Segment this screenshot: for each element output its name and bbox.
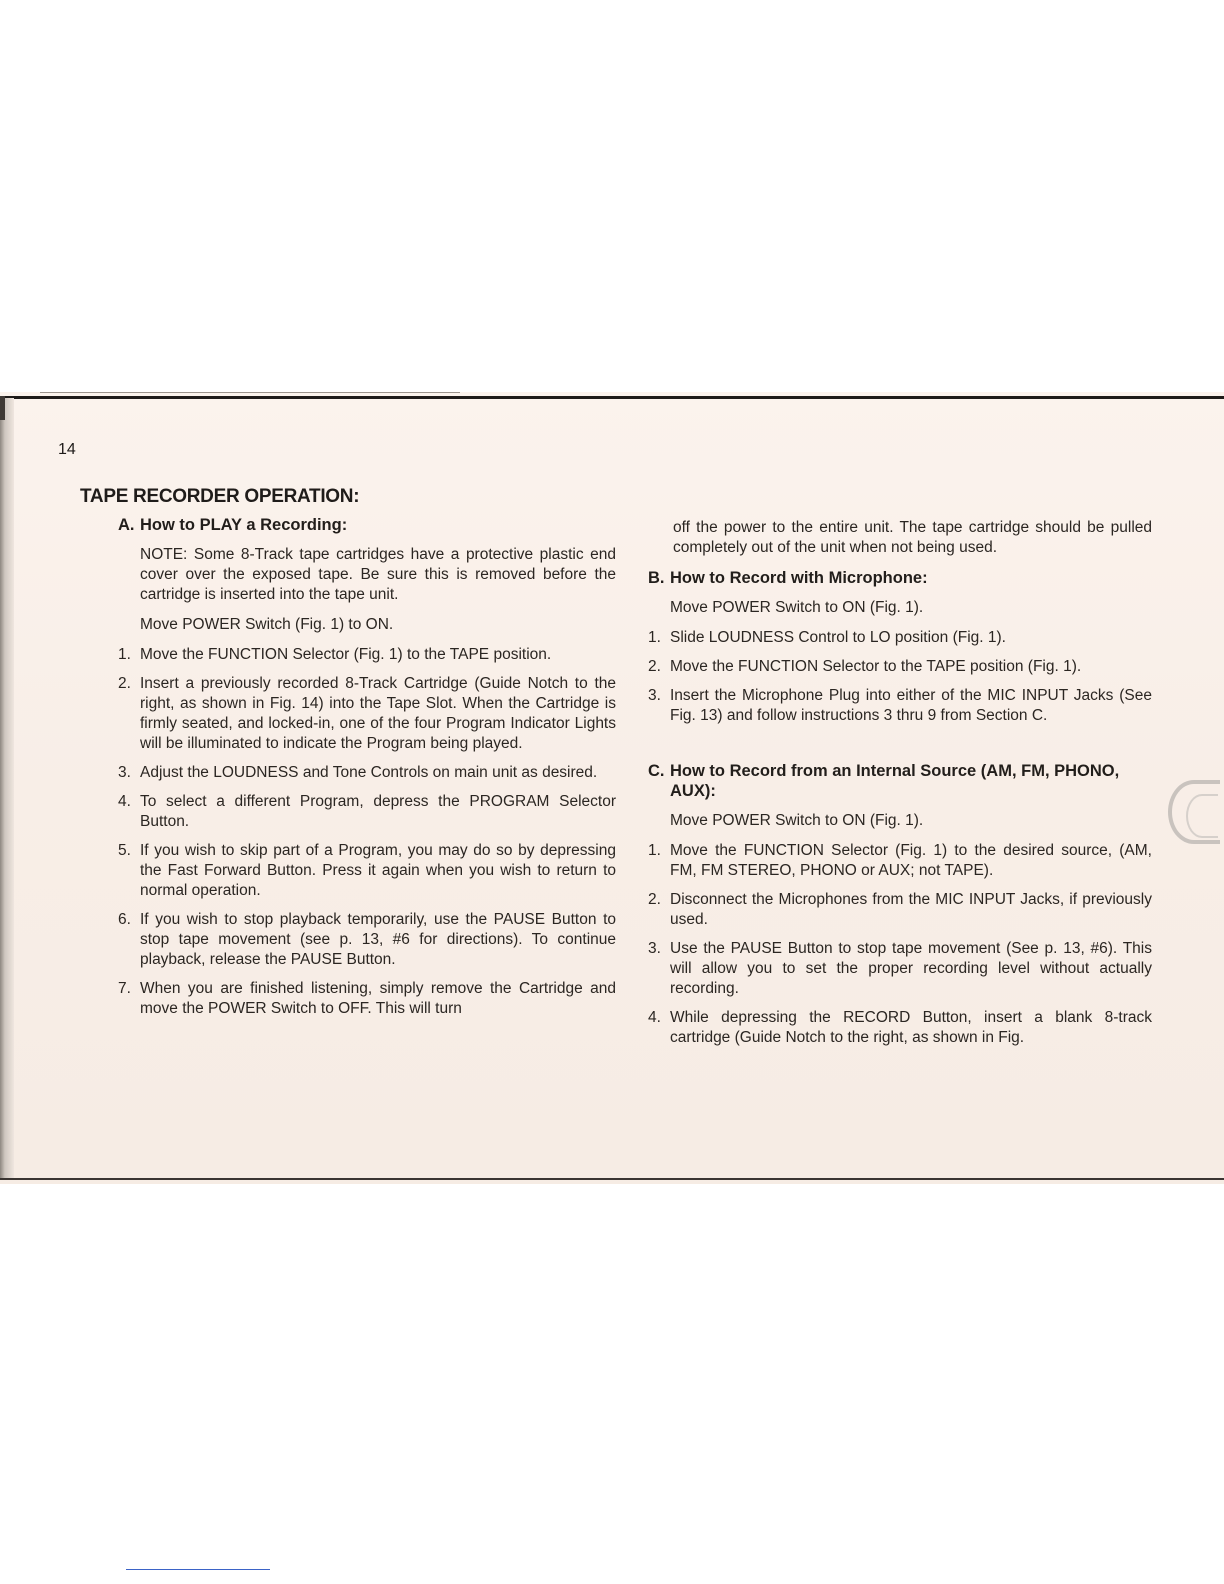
step-number: 6. xyxy=(118,911,131,928)
top-divider-light xyxy=(40,392,460,393)
step-text: Slide LOUDNESS Control to LO position (Fig. 1). xyxy=(670,629,1006,646)
section-a-note: NOTE: Some 8-Track tape cartridges have a protective plastic end cover over the exposed tape. Be sure this is removed before the cartridge is inserted into the tape unit. xyxy=(140,546,616,603)
top-divider xyxy=(0,396,1224,399)
step-text: Use the PAUSE Button to stop tape movement (See p. 13, #6). This will allow you to set the proper recording level without actually recording. xyxy=(670,940,1152,997)
section-b-step xyxy=(648,628,1152,648)
step-number: 1. xyxy=(118,646,131,663)
section-a-heading xyxy=(118,515,616,535)
section-b-heading xyxy=(648,568,1152,588)
step-number: 2. xyxy=(648,891,661,908)
step-text: If you wish to stop playback temporarily, use the PAUSE Button to stop tape movement (see p. 13, #6 for directions). To continue playback, release the PAUSE Button. xyxy=(140,911,616,968)
section-a-step xyxy=(118,792,616,832)
section-c-step xyxy=(648,890,1152,930)
step-number: 1. xyxy=(648,842,661,859)
step-number: 5. xyxy=(118,842,131,859)
section-a-continuation: off the power to the entire unit. The tape cartridge should be pulled completely out of the unit when not being used. xyxy=(673,519,1152,556)
step-number: 3. xyxy=(118,764,131,781)
section-a-step xyxy=(118,979,616,1019)
section-a-step xyxy=(118,910,616,970)
step-text: Adjust the LOUDNESS and Tone Controls on main unit as desired. xyxy=(140,764,598,781)
section-a-letter: A. xyxy=(118,516,135,534)
step-text: Move the FUNCTION Selector to the TAPE position (Fig. 1). xyxy=(670,658,1082,675)
step-number: 3. xyxy=(648,940,661,957)
section-a-step xyxy=(118,841,616,901)
step-number: 4. xyxy=(648,1009,661,1026)
step-number: 7. xyxy=(118,980,131,997)
binding-edge xyxy=(0,398,14,1178)
step-text: To select a different Program, depress the PROGRAM Selector Button. xyxy=(140,793,616,830)
section-c-title: How to Record from an Internal Source (AM, FM, PHONO, AUX): xyxy=(670,762,1120,800)
step-text: Insert the Microphone Plug into either of the MIC INPUT Jacks (See Fig. 13) and follow instructions 3 thru 9 from Section C. xyxy=(670,687,1152,724)
section-a-step xyxy=(118,645,616,665)
section-b-step xyxy=(648,657,1152,677)
section-c-letter: C. xyxy=(648,762,665,780)
spacer xyxy=(648,735,1152,761)
bottom-divider xyxy=(0,1178,1224,1180)
step-text: Insert a previously recorded 8-Track Cartridge (Guide Notch to the right, as shown in Fig. 14) into the Tape Slot. When the Cartridge is firmly seated, and locked-in, one of the four Program Indicator Lights will be illuminated to indicate the Program being played. xyxy=(140,675,616,752)
step-text: If you wish to skip part of a Program, you may do so by depressing the Fast Forward Button. Press it again when you wish to return to normal operation. xyxy=(140,842,616,899)
right-column xyxy=(648,518,1152,1057)
step-text: Disconnect the Microphones from the MIC INPUT Jacks, if previously used. xyxy=(670,891,1152,928)
footer-underline xyxy=(126,1569,270,1570)
section-c-heading xyxy=(648,761,1152,801)
section-c-step xyxy=(648,1008,1152,1048)
section-c-intro: Move POWER Switch to ON (Fig. 1). xyxy=(670,812,924,829)
step-text: When you are finished listening, simply remove the Cartridge and move the POWER Switch to OFF. This will turn xyxy=(140,980,616,1017)
section-b-step xyxy=(648,686,1152,726)
step-number: 4. xyxy=(118,793,131,810)
page-title: TAPE RECORDER OPERATION: xyxy=(80,486,360,507)
left-column xyxy=(118,515,616,1028)
step-number: 2. xyxy=(648,658,661,675)
step-number: 1. xyxy=(648,629,661,646)
section-a-title: How to PLAY a Recording: xyxy=(140,516,348,534)
step-text: Move the FUNCTION Selector (Fig. 1) to the desired source, (AM, FM, FM STEREO, PHONO or AUX; not TAPE). xyxy=(670,842,1152,879)
section-c-step xyxy=(648,841,1152,881)
section-b-title: How to Record with Microphone: xyxy=(670,569,928,587)
binding-edge-mark xyxy=(0,396,5,420)
step-number: 3. xyxy=(648,687,661,704)
step-text: Move the FUNCTION Selector (Fig. 1) to the TAPE position. xyxy=(140,646,552,663)
punch-hole-mark xyxy=(1168,780,1220,844)
section-a-intro: Move POWER Switch (Fig. 1) to ON. xyxy=(140,616,394,633)
step-number: 2. xyxy=(118,675,131,692)
section-a-step xyxy=(118,763,616,783)
section-b-intro: Move POWER Switch to ON (Fig. 1). xyxy=(670,599,924,616)
section-b-letter: B. xyxy=(648,569,665,587)
section-a-step xyxy=(118,674,616,754)
step-text: While depressing the RECORD Button, insert a blank 8-track cartridge (Guide Notch to the right, as shown in Fig. xyxy=(670,1009,1152,1046)
section-c-step xyxy=(648,939,1152,999)
page-number: 14 xyxy=(58,441,76,458)
